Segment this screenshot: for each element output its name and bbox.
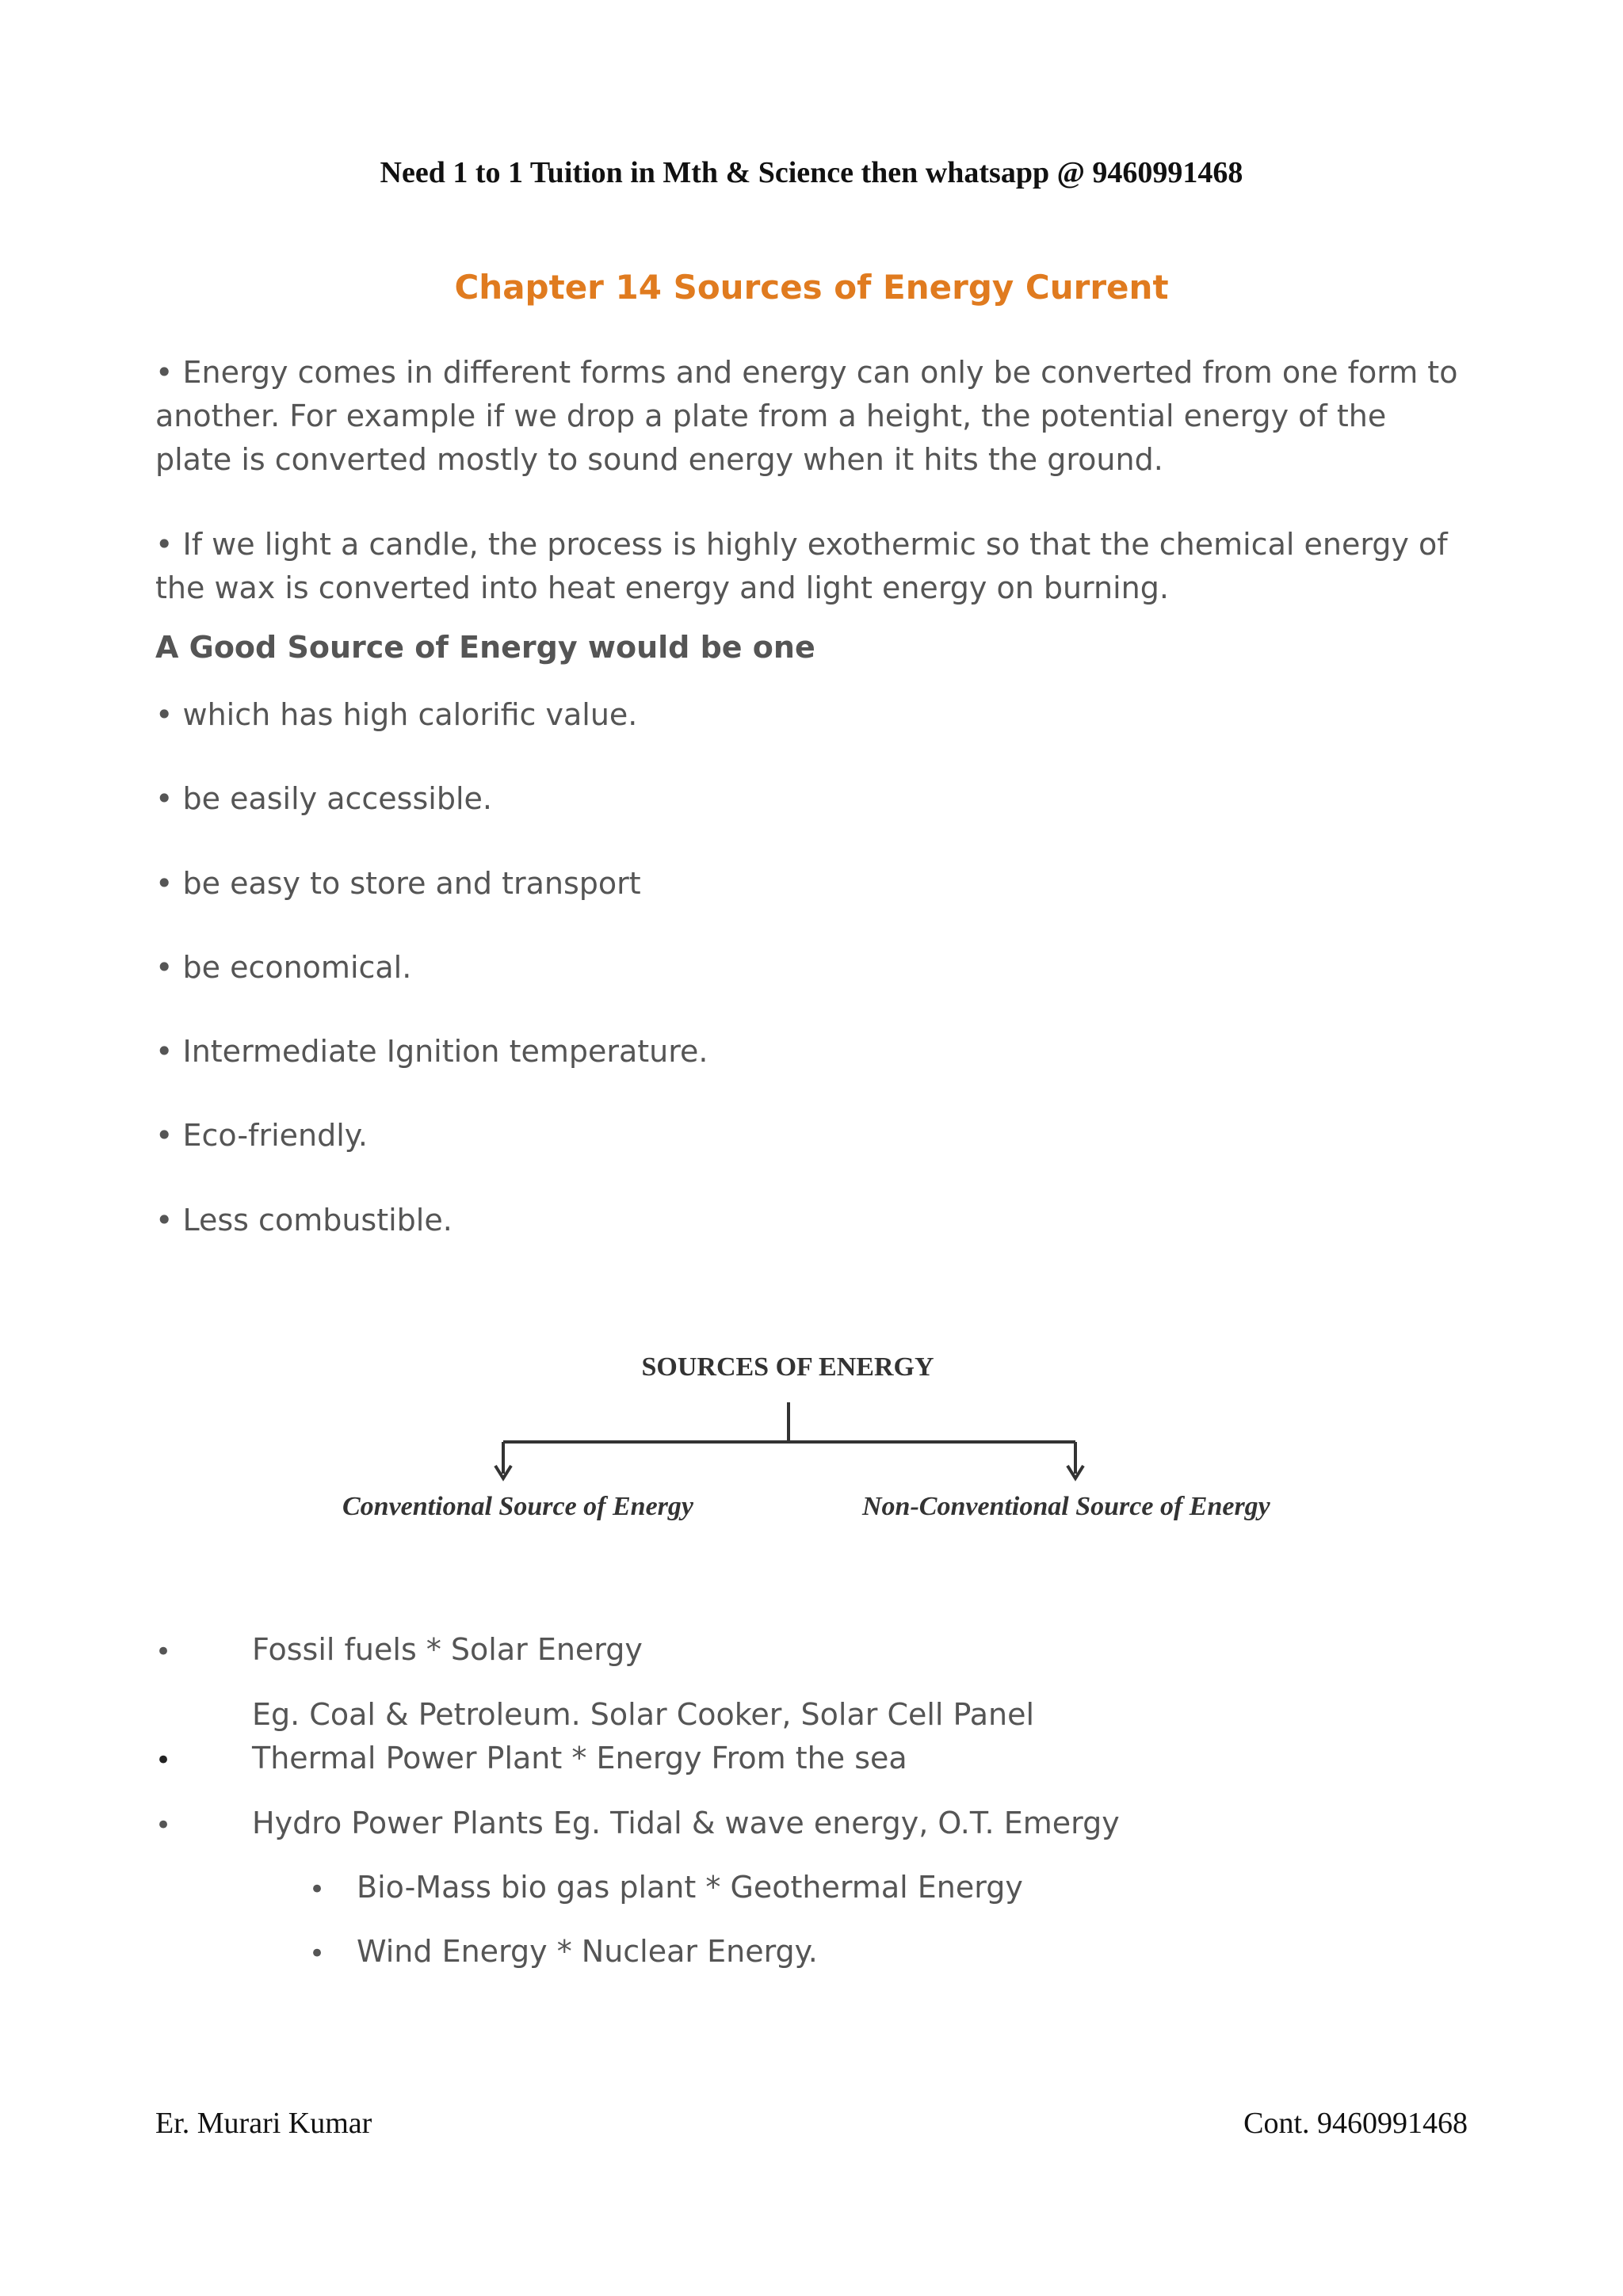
sources-of-energy-diagram	[333, 1339, 1300, 1537]
tuition-notice: Need 1 to 1 Tuition in Mth & Science then whatsapp @ 9460991468	[380, 156, 1243, 189]
energy-sub-item: Bio-Mass bio gas plant * Geothermal Energy	[357, 1870, 1023, 1905]
good-source-item: • be easily accessible.	[155, 781, 492, 816]
energy-sub-item: Wind Energy * Nuclear Energy.	[357, 1934, 818, 1969]
footer-author: Er. Murari Kumar	[155, 2107, 372, 2140]
good-source-item: • which has high calorific value.	[155, 697, 638, 732]
list-bullet: •	[155, 1810, 172, 1841]
good-source-item: • Eco-friendly.	[155, 1118, 368, 1153]
chapter-title: Chapter 14 Sources of Energy Current	[454, 268, 1169, 307]
diagram-title: SOURCES OF ENERGY	[641, 1352, 934, 1382]
list-bullet: •	[155, 1745, 172, 1776]
footer-contact: Cont. 9460991468	[1243, 2107, 1468, 2140]
good-source-item: • be economical.	[155, 950, 412, 985]
diagram-right-branch: Non-Conventional Source of Energy	[862, 1492, 1270, 1521]
good-source-item: • Less combustible.	[155, 1203, 453, 1238]
energy-list-item: Thermal Power Plant * Energy From the sea	[252, 1741, 907, 1775]
energy-list-item: Fossil fuels * Solar Energy	[252, 1632, 643, 1667]
energy-list-item: Eg. Coal & Petroleum. Solar Cooker, Solar Cell Panel	[252, 1697, 1035, 1732]
good-source-heading: A Good Source of Energy would be one	[155, 630, 815, 665]
diagram-left-branch: Conventional Source of Energy	[342, 1492, 693, 1521]
sub-list-bullet: •	[309, 1874, 326, 1905]
energy-list-item: Hydro Power Plants Eg. Tidal & wave energy, O.T. Emergy	[252, 1806, 1120, 1840]
good-source-item: • be easy to store and transport	[155, 866, 641, 901]
list-bullet: •	[155, 1636, 172, 1668]
intro-paragraph-1: • Energy comes in different forms and energy can only be converted from one form to another. For example if we drop a plate from a height, the potential energy of the plate is converted mostly to sound energy when it hits the ground.	[155, 355, 1458, 477]
good-source-item: • Intermediate Ignition temperature.	[155, 1034, 708, 1069]
intro-paragraph-2: • If we light a candle, the process is highly exothermic so that the chemical energy of the wax is converted into heat energy and light energy on burning.	[155, 527, 1448, 605]
sub-list-bullet: •	[309, 1938, 326, 1970]
